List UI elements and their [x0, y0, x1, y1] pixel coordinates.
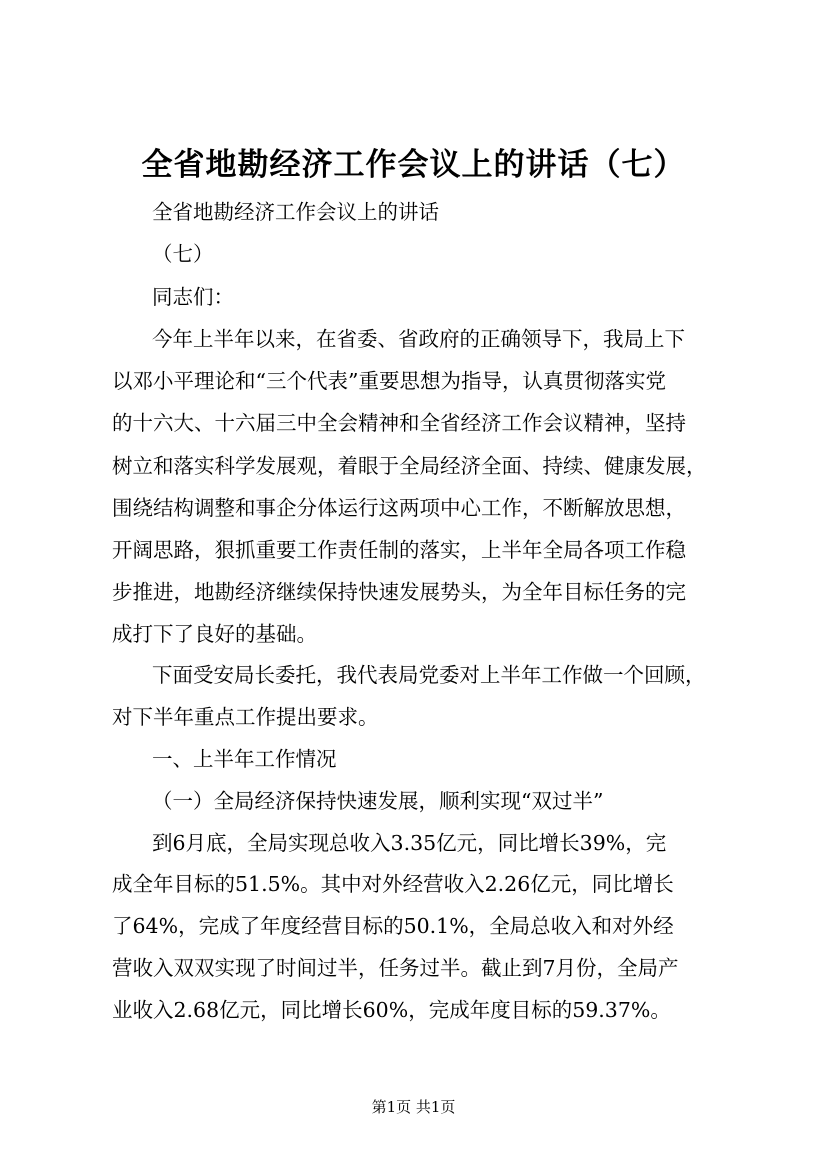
subsection-heading: （一）全局经济保持快速发展，顺利实现“双过半” [152, 789, 604, 813]
paragraph-line: 开阔思路，狠抓重要工作责任制的落实，上半年全局各项工作稳 [112, 538, 686, 562]
salutation: 同志们： [152, 285, 234, 309]
paragraph-line: 业收入2.68亿元，同比增长60%，完成年度目标的59.37%。 [112, 998, 671, 1022]
paragraph-line: 到6月底，全局实现总收入3.35亿元，同比增长39%，完 [152, 831, 667, 855]
paragraph-line: 的十六大、十六届三中全会精神和全省经济工作会议精神，坚持 [112, 411, 686, 435]
paragraph-line: 营收入双双实现了时间过半，任务过半。截止到7月份，全局产 [112, 956, 679, 980]
document-title: 全省地勘经济工作会议上的讲话（七） [141, 147, 686, 183]
paragraph-line: 以邓小平理论和“三个代表”重要思想为指导，认真贯彻落实党 [112, 369, 666, 393]
paragraph-line: 围绕结构调整和事企分体运行这两项中心工作，不断解放思想， [112, 496, 686, 520]
subtitle: 全省地勘经济工作会议上的讲话 [152, 200, 439, 224]
paragraph-line: 树立和落实科学发展观，着眼于全局经济全面、持续、健康发展， [112, 454, 707, 478]
paragraph-line: 成打下了良好的基础。 [112, 622, 317, 646]
subtitle-number: （七） [152, 242, 214, 266]
paragraph-line: 了64%，完成了年度经营目标的50.1%，全局总收入和对外经 [112, 914, 674, 938]
paragraph-line: 步推进，地勘经济继续保持快速发展势头，为全年目标任务的完 [112, 580, 686, 604]
section-heading: 一、上半年工作情况 [152, 747, 337, 771]
page-indicator: 第1页 共1页 [371, 1098, 456, 1116]
paragraph-line: 下面受安局长委托，我代表局党委对上半年工作做一个回顾， [152, 663, 706, 687]
paragraph-line: 今年上半年以来，在省委、省政府的正确领导下，我局上下 [152, 327, 685, 351]
paragraph-line: 对下半年重点工作提出要求。 [112, 705, 379, 729]
paragraph-line: 成全年目标的51.5%。其中对外经营收入2.26亿元，同比增长 [112, 872, 674, 896]
